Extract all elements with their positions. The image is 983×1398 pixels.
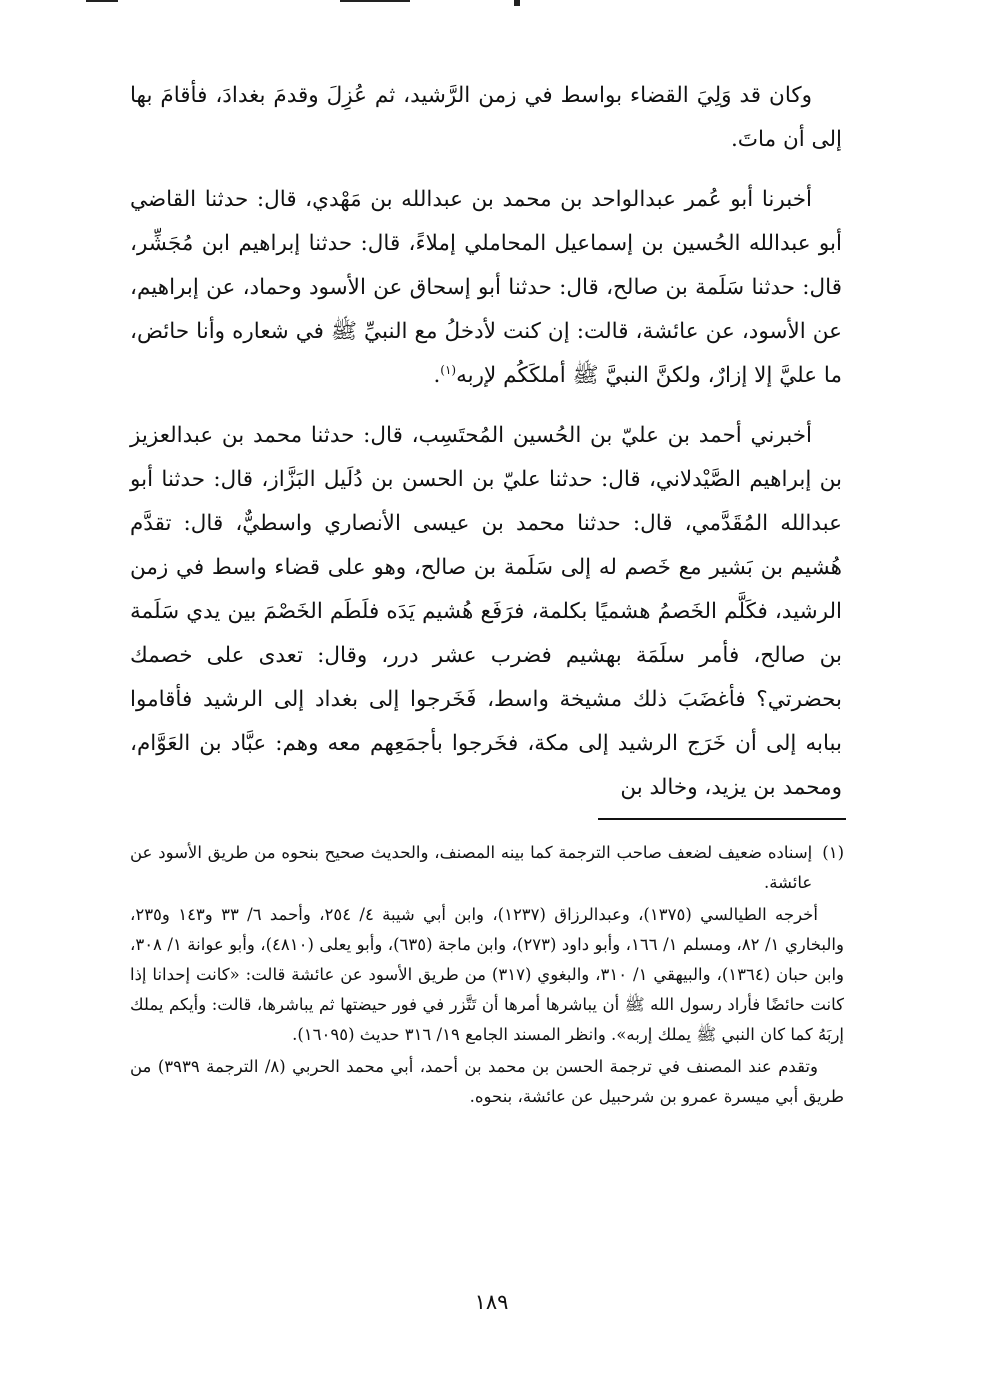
footnote-text-1: إسناده ضعيف لضعف صاحب الترجمة كما بينه المصنف، والحديث صحيح بنحوه من طريق الأسود عن عائشة. (130, 843, 813, 892)
footnote-ref: (١) (440, 362, 457, 377)
footnote-separator (598, 818, 846, 820)
paragraph-2 (130, 178, 842, 398)
paragraph-2-text: أخبرنا أبو عُمر عبدالواحد بن محمد بن عبدالله بن مَهْدي، قال: حدثنا القاضي أبو عبدالله الحُسين بن إسماعيل المحاملي إملاءً، قال: حدثنا إبراهيم ابن مُجَشِّر، قال: حدثنا سَلَمة بن صالح، قال: حدثنا أبو إسحاق عن الأسود وحماد، عن إبراهيم، عن الأسود، عن عائشة، قالت: إن كنت لأدخلُ مع النبيِّ ﷺ في شعاره وأنا حائض، ما عليَّ إلا إزارٌ، ولكنَّ النبيَّ ﷺ أملكَكُم لإربه (130, 187, 842, 388)
footnote-text-2: أخرجه الطيالسي (١٣٧٥)، وعبدالرزاق (١٢٣٧)، وابن أبي شيبة ٤/ ٢٥٤، وأحمد ٦/ ٣٣ و١٤٣ و٢٣٥، والبخاري ١/ ٨٢، ومسلم ١/ ١٦٦، وأبو داود (٢٧٣)، وابن ماجة (٦٣٥)، وأبو يعلى (٤٨١٠)، وأبو عوانة ١/ ٣٠٨، وابن حبان (١٣٦٤)، والبيهقي ١/ ٣١٠، والبغوي (٣١٧) من طريق الأسود عن عائشة قالت: «كانت إحدانا إذا كانت حائضًا فأراد رسول الله ﷺ أن يباشرها أمرها أن تَتَّزر في فور حيضتها ثم يباشرها، قالت: وأيكم يملك إربَهُ كما كان النبي ﷺ يملك إربه». وانظر المسند الجامع ١٩/ ٣١٦ حديث (١٦٠٩٥). (130, 905, 844, 1044)
footnote-text-3: وتقدم عند المصنف في ترجمة الحسن بن محمد بن أحمد، أبي محمد الحربي (٨/ الترجمة ٣٩٣٩) من طريق أبي ميسرة عمرو بن شرحبيل عن عائشة، بنحوه. (130, 1057, 844, 1106)
footnote-number: (١) (822, 843, 844, 862)
scan-edge-mark-center (340, 0, 410, 2)
paragraph-2-tail: . (433, 363, 441, 388)
scan-edge-mark-right (514, 0, 520, 6)
footnotes (130, 838, 844, 1114)
paragraph-1: وكان قد وَلِيَ القضاء بواسط في زمن الرَّشيد، ثم عُزِلَ وقدمَ بغدادَ، فأقامَ بها إلى أن ماتَ. (130, 83, 842, 152)
footnote-1 (130, 838, 844, 898)
page-number: ١٨٩ (474, 1290, 509, 1314)
main-text (130, 74, 842, 826)
paragraph-3: أخبرني أحمد بن عليّ بن الحُسين المُحتَسِب، قال: حدثنا محمد بن عبدالعزيز بن إبراهيم الصَّيْدلاني، قال: حدثنا عليّ بن الحسن بن دُلَيل البَزَّاز، قال: حدثنا أبو عبدالله المُقَدَّمي، قال: حدثنا محمد بن عيسى الأنصاري واسطيٌّ، قال: تقدَّم هُشيم بن بَشير مع خَصم له إلى سَلَمة بن صالح، وهو على قضاء واسط في زمن الرشيد، فكَلَّم الخَصمُ هشميًا بكلمة، فرَفَع هُشيم يَدَه فلَطَم الخَصْمَ بين يدي سَلَمة بن صالح، فأمر سلَمَة بهشيم فضرب عشر درر، وقال: تعدى على خصمك بحضرتي؟ فأغضَبَ ذلك مشيخة واسط، فَخَرجوا إلى بغداد إلى الرشيد فأقاموا ببابه إلى أن خَرَج الرشيد إلى مكة، فخَرجوا بأجمَعِهم معه وهم: عبَّاد بن العَوَّام، ومحمد بن يزيد، وخالد بن (130, 423, 842, 800)
scan-edge-mark-left (86, 0, 118, 2)
